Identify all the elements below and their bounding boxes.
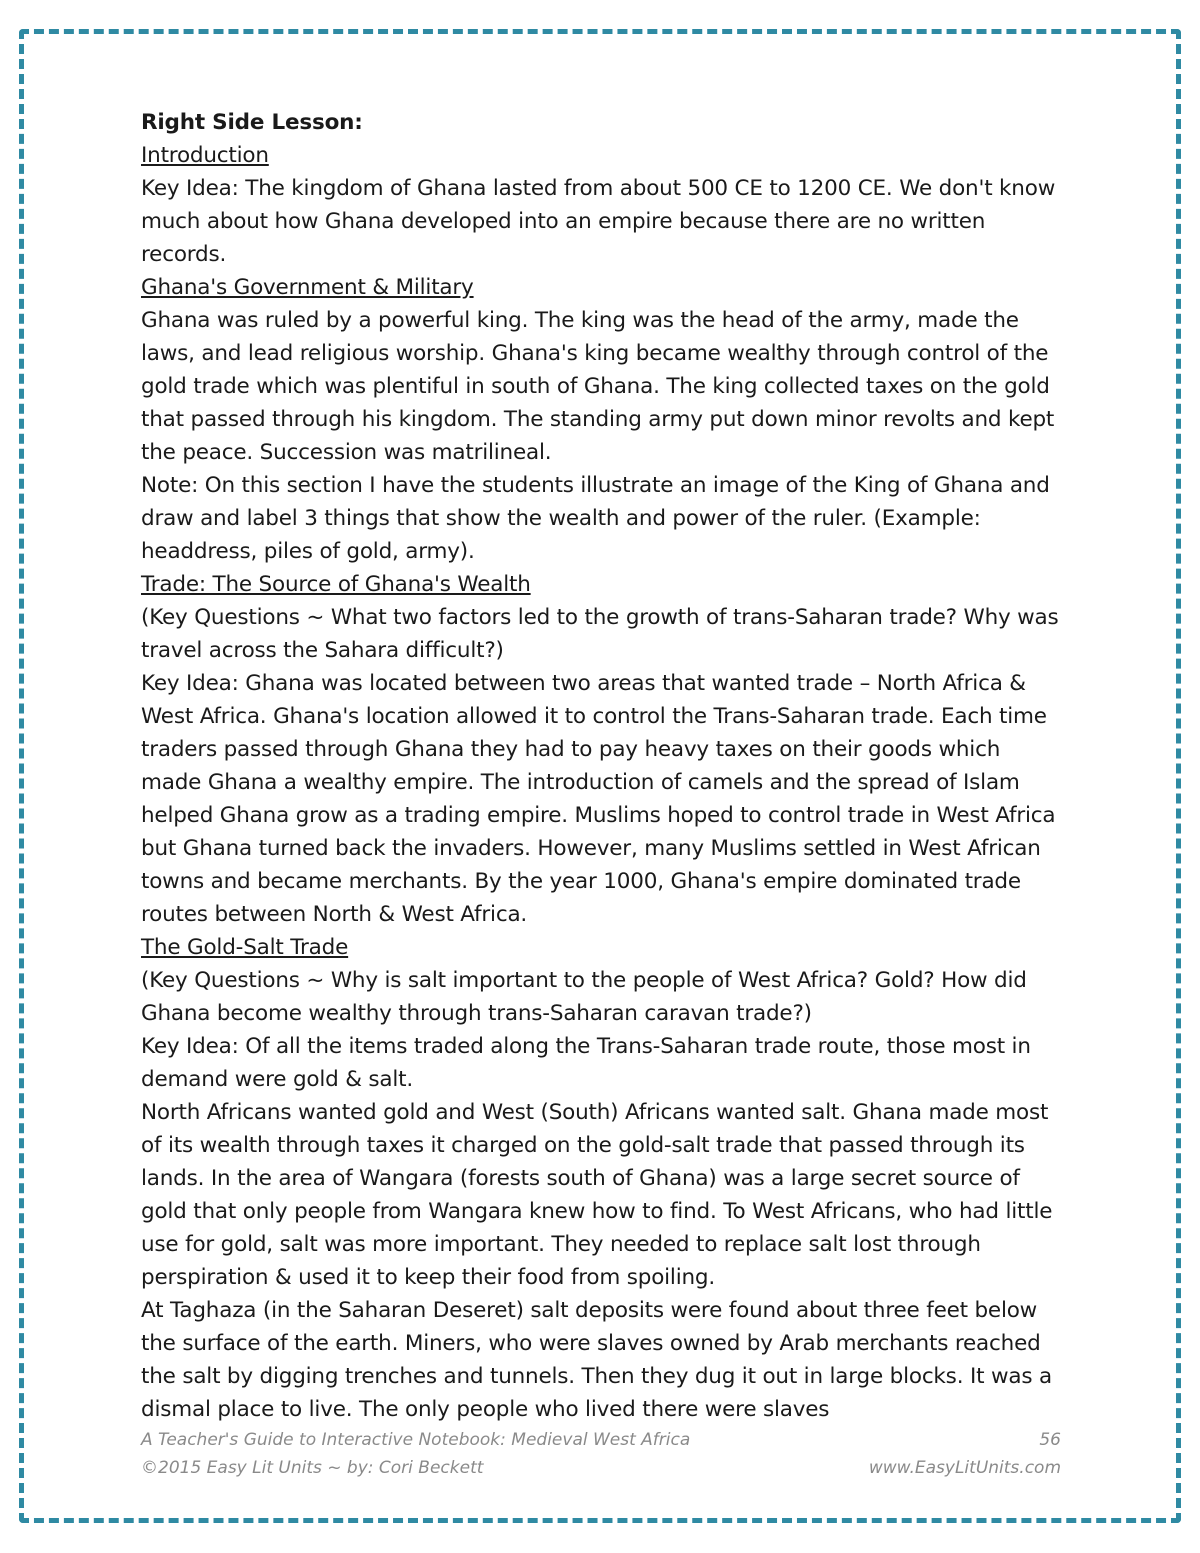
footer-book-title: A Teacher's Guide to Interactive Notebook: Medieval West Africa	[141, 1430, 691, 1450]
gold-salt-key-idea: Key Idea: Of all the items traded along the Trans-Saharan trade route, those most in demand were gold & salt.	[141, 1034, 1031, 1092]
gold-salt-body-2: At Taghaza (in the Saharan Deseret) salt deposits were found about three feet below the surface of the earth. Miners, who were slaves owned by Arab merchants reached the salt by digging trenches and tunnels. Then they dug it out in large blocks. It was a dismal place to live. The only people who lived there were slaves	[141, 1298, 1052, 1422]
section-heading-government: Ghana's Government & Military	[141, 275, 474, 300]
section-heading-gold-salt: The Gold-Salt Trade	[141, 935, 349, 960]
intro-key-idea: Key Idea: The kingdom of Ghana lasted from about 500 CE to 1200 CE. We don't know much about how Ghana developed into an empire because there are no written records.	[141, 176, 1056, 267]
lesson-content	[141, 106, 1066, 1426]
footer-website-link[interactable]: www.EasyLitUnits.com	[868, 1458, 1061, 1478]
lesson-title: Right Side Lesson:	[141, 110, 363, 135]
footer-page-number: 56	[1039, 1430, 1061, 1450]
section-heading-trade: Trade: The Source of Ghana's Wealth	[141, 572, 531, 597]
government-note: Note: On this section I have the students illustrate an image of the King of Ghana and draw and label 3 things that show the wealth and power of the ruler. (Example: headdress, piles of gold, army).	[141, 473, 1050, 564]
footer-row-2	[141, 1454, 1061, 1482]
footer-copyright: ©2015 Easy Lit Units ~ by: Cori Beckett	[141, 1458, 484, 1478]
trade-key-idea: Key Idea: Ghana was located between two areas that wanted trade – North Africa & West Africa. Ghana's location allowed it to control the Trans-Saharan trade. Each time traders passed through Ghana they had to pay heavy taxes on their goods which made Ghana a wealthy empire. The introduction of camels and the spread of Islam helped Ghana grow as a trading empire. Muslims hoped to control trade in West Africa but Ghana turned back the invaders. However, many Muslims settled in West African towns and became merchants. By the year 1000, Ghana's empire dominated trade routes between North & West Africa.	[141, 671, 1056, 927]
trade-key-questions: (Key Questions ~ What two factors led to the growth of trans-Saharan trade? Why was travel across the Sahara difficult?)	[141, 605, 1059, 663]
footer-row-1	[141, 1426, 1061, 1454]
gold-salt-key-questions: (Key Questions ~ Why is salt important to the people of West Africa? Gold? How did Ghana become wealthy through trans-Saharan caravan trade?)	[141, 968, 1027, 1026]
government-body: Ghana was ruled by a powerful king. The king was the head of the army, made the laws, and lead religious worship. Ghana's king became wealthy through control of the gold trade which was plentiful in south of Ghana. The king collected taxes on the gold that passed through his kingdom. The standing army put down minor revolts and kept the peace. Succession was matrilineal.	[141, 308, 1055, 465]
gold-salt-body-1: North Africans wanted gold and West (South) Africans wanted salt. Ghana made most of its wealth through taxes it charged on the gold-salt trade that passed through its lands. In the area of Wangara (forests south of Ghana) was a large secret source of gold that only people from Wangara knew how to find. To West Africans, who had little use for gold, salt was more important. They needed to replace salt lost through perspiration & used it to keep their food from spoiling.	[141, 1100, 1053, 1290]
section-heading-introduction: Introduction	[141, 143, 269, 168]
